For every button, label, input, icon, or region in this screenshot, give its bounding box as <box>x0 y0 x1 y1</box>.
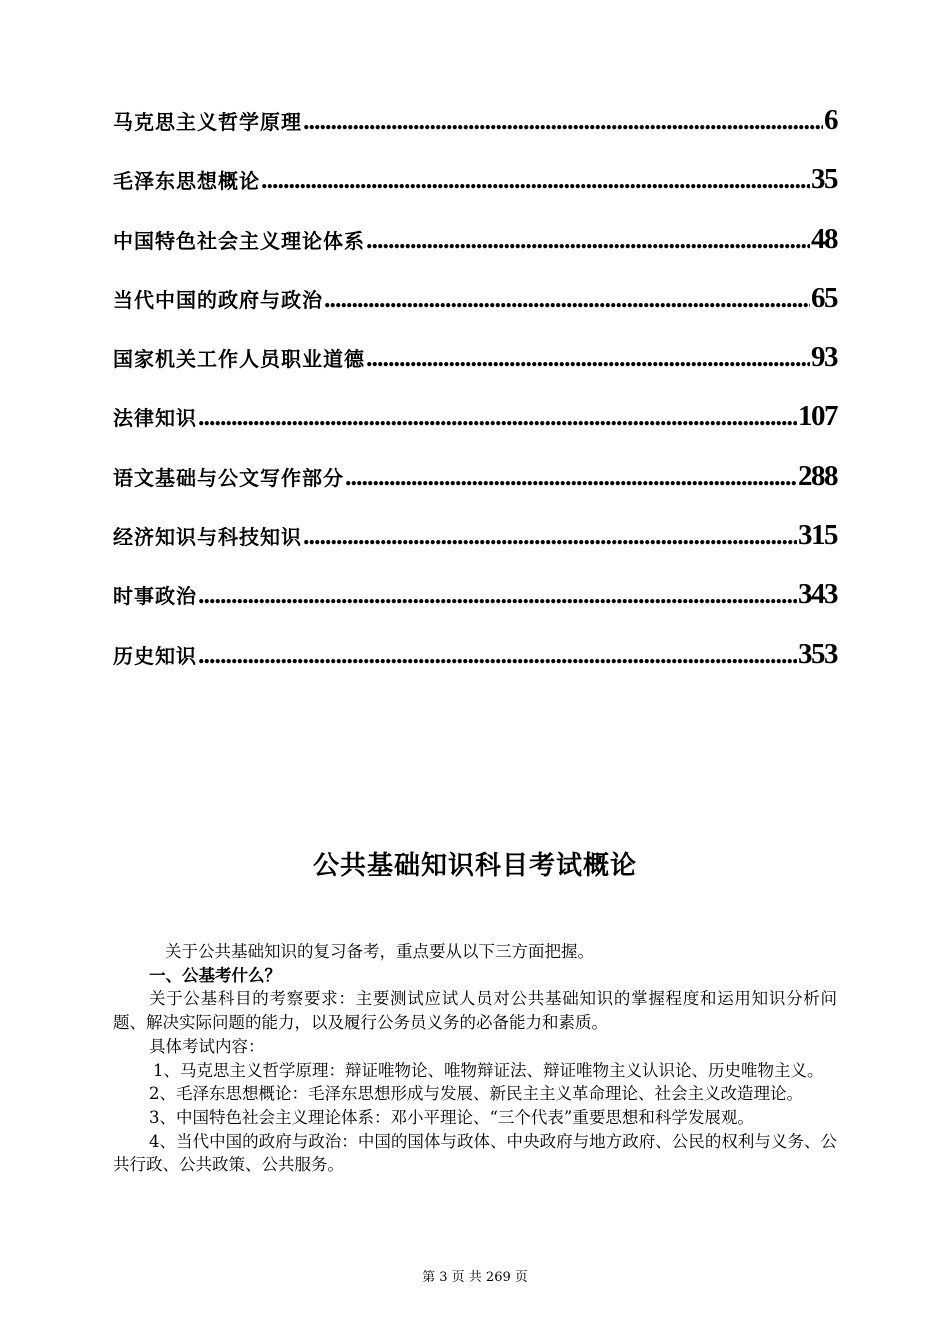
page-footer: 第 3 页 共 269 页 <box>422 1270 528 1285</box>
toc-entry-page: 107 <box>798 400 837 433</box>
toc-entry-title: 毛泽东思想概论 <box>113 169 260 194</box>
toc-entry[interactable] <box>113 104 837 163</box>
table-of-contents <box>113 104 837 697</box>
list-item: 4、当代中国的政府与政治：中国的国体与政体、中央政府与地方政府、公民的权利与义务、公共行政、公共政策、公共服务。 <box>113 1131 837 1175</box>
section-heading: 公共基础知识科目考试概论 <box>312 851 637 881</box>
list-item: 1、马克思主义哲学原理：辩证唯物论、唯物辩证法、辩证唯物主义认识论、历史唯物主义。 <box>153 1060 824 1080</box>
content-label: 具体考试内容： <box>149 1036 265 1056</box>
toc-entry[interactable] <box>113 578 837 637</box>
toc-entry-page: 315 <box>798 519 837 552</box>
toc-entry-page: 65 <box>811 281 837 314</box>
toc-leader-dots <box>366 225 810 255</box>
toc-leader-dots <box>345 462 797 492</box>
toc-entry-title: 语文基础与公文写作部分 <box>113 465 344 490</box>
toc-entry[interactable] <box>113 519 837 578</box>
toc-leader-dots <box>324 284 810 314</box>
toc-entry[interactable] <box>113 400 837 459</box>
toc-entry[interactable] <box>113 223 837 282</box>
toc-entry[interactable] <box>113 341 837 400</box>
toc-entry-page: 343 <box>798 578 837 611</box>
body-text <box>113 940 837 1177</box>
toc-entry-title: 经济知识与科技知识 <box>113 525 302 550</box>
toc-entry-page: 353 <box>798 637 837 670</box>
toc-entry[interactable] <box>113 460 837 519</box>
toc-entry-title: 历史知识 <box>113 643 197 668</box>
toc-leader-dots <box>198 640 797 670</box>
toc-entry-page: 93 <box>811 341 837 374</box>
toc-entry-title: 中国特色社会主义理论体系 <box>113 228 365 253</box>
toc-leader-dots <box>366 343 810 373</box>
toc-leader-dots <box>303 106 823 136</box>
toc-entry-title: 当代中国的政府与政治 <box>113 287 323 312</box>
toc-entry-title: 马克思主义哲学原理 <box>113 110 302 134</box>
list-item: 2、毛泽东思想概论：毛泽东思想形成与发展、新民主主义革命理论、社会主义改造理论。 <box>149 1084 803 1104</box>
toc-entry-page: 6 <box>824 104 837 136</box>
toc-entry-page: 48 <box>811 222 837 255</box>
toc-entry[interactable] <box>113 163 837 222</box>
toc-entry-page: 288 <box>798 459 837 492</box>
list-item: 3、中国特色社会主义理论体系：邓小平理论、“三个代表”重要思想和科学发展观。 <box>149 1107 754 1127</box>
toc-entry[interactable] <box>113 282 837 341</box>
toc-entry-title: 国家机关工作人员职业道德 <box>113 347 365 372</box>
toc-leader-dots <box>303 521 797 551</box>
toc-leader-dots <box>261 165 810 195</box>
requirement-paragraph: 关于公基科目的考察要求：主要测试应试人员对公共基础知识的掌握程度和运用知识分析问题、解决实际问题的能力，以及履行公务员义务的必备能力和素质。 <box>113 989 837 1033</box>
toc-leader-dots <box>198 580 797 610</box>
section-subheading: 一、公基考什么？ <box>149 965 281 985</box>
toc-entry[interactable] <box>113 638 837 697</box>
toc-entry-page: 35 <box>811 163 837 196</box>
toc-entry-title: 时事政治 <box>113 584 197 609</box>
toc-leader-dots <box>198 402 797 432</box>
intro-paragraph: 关于公共基础知识的复习备考，重点要从以下三方面把握。 <box>165 942 594 961</box>
toc-entry-title: 法律知识 <box>113 406 197 431</box>
